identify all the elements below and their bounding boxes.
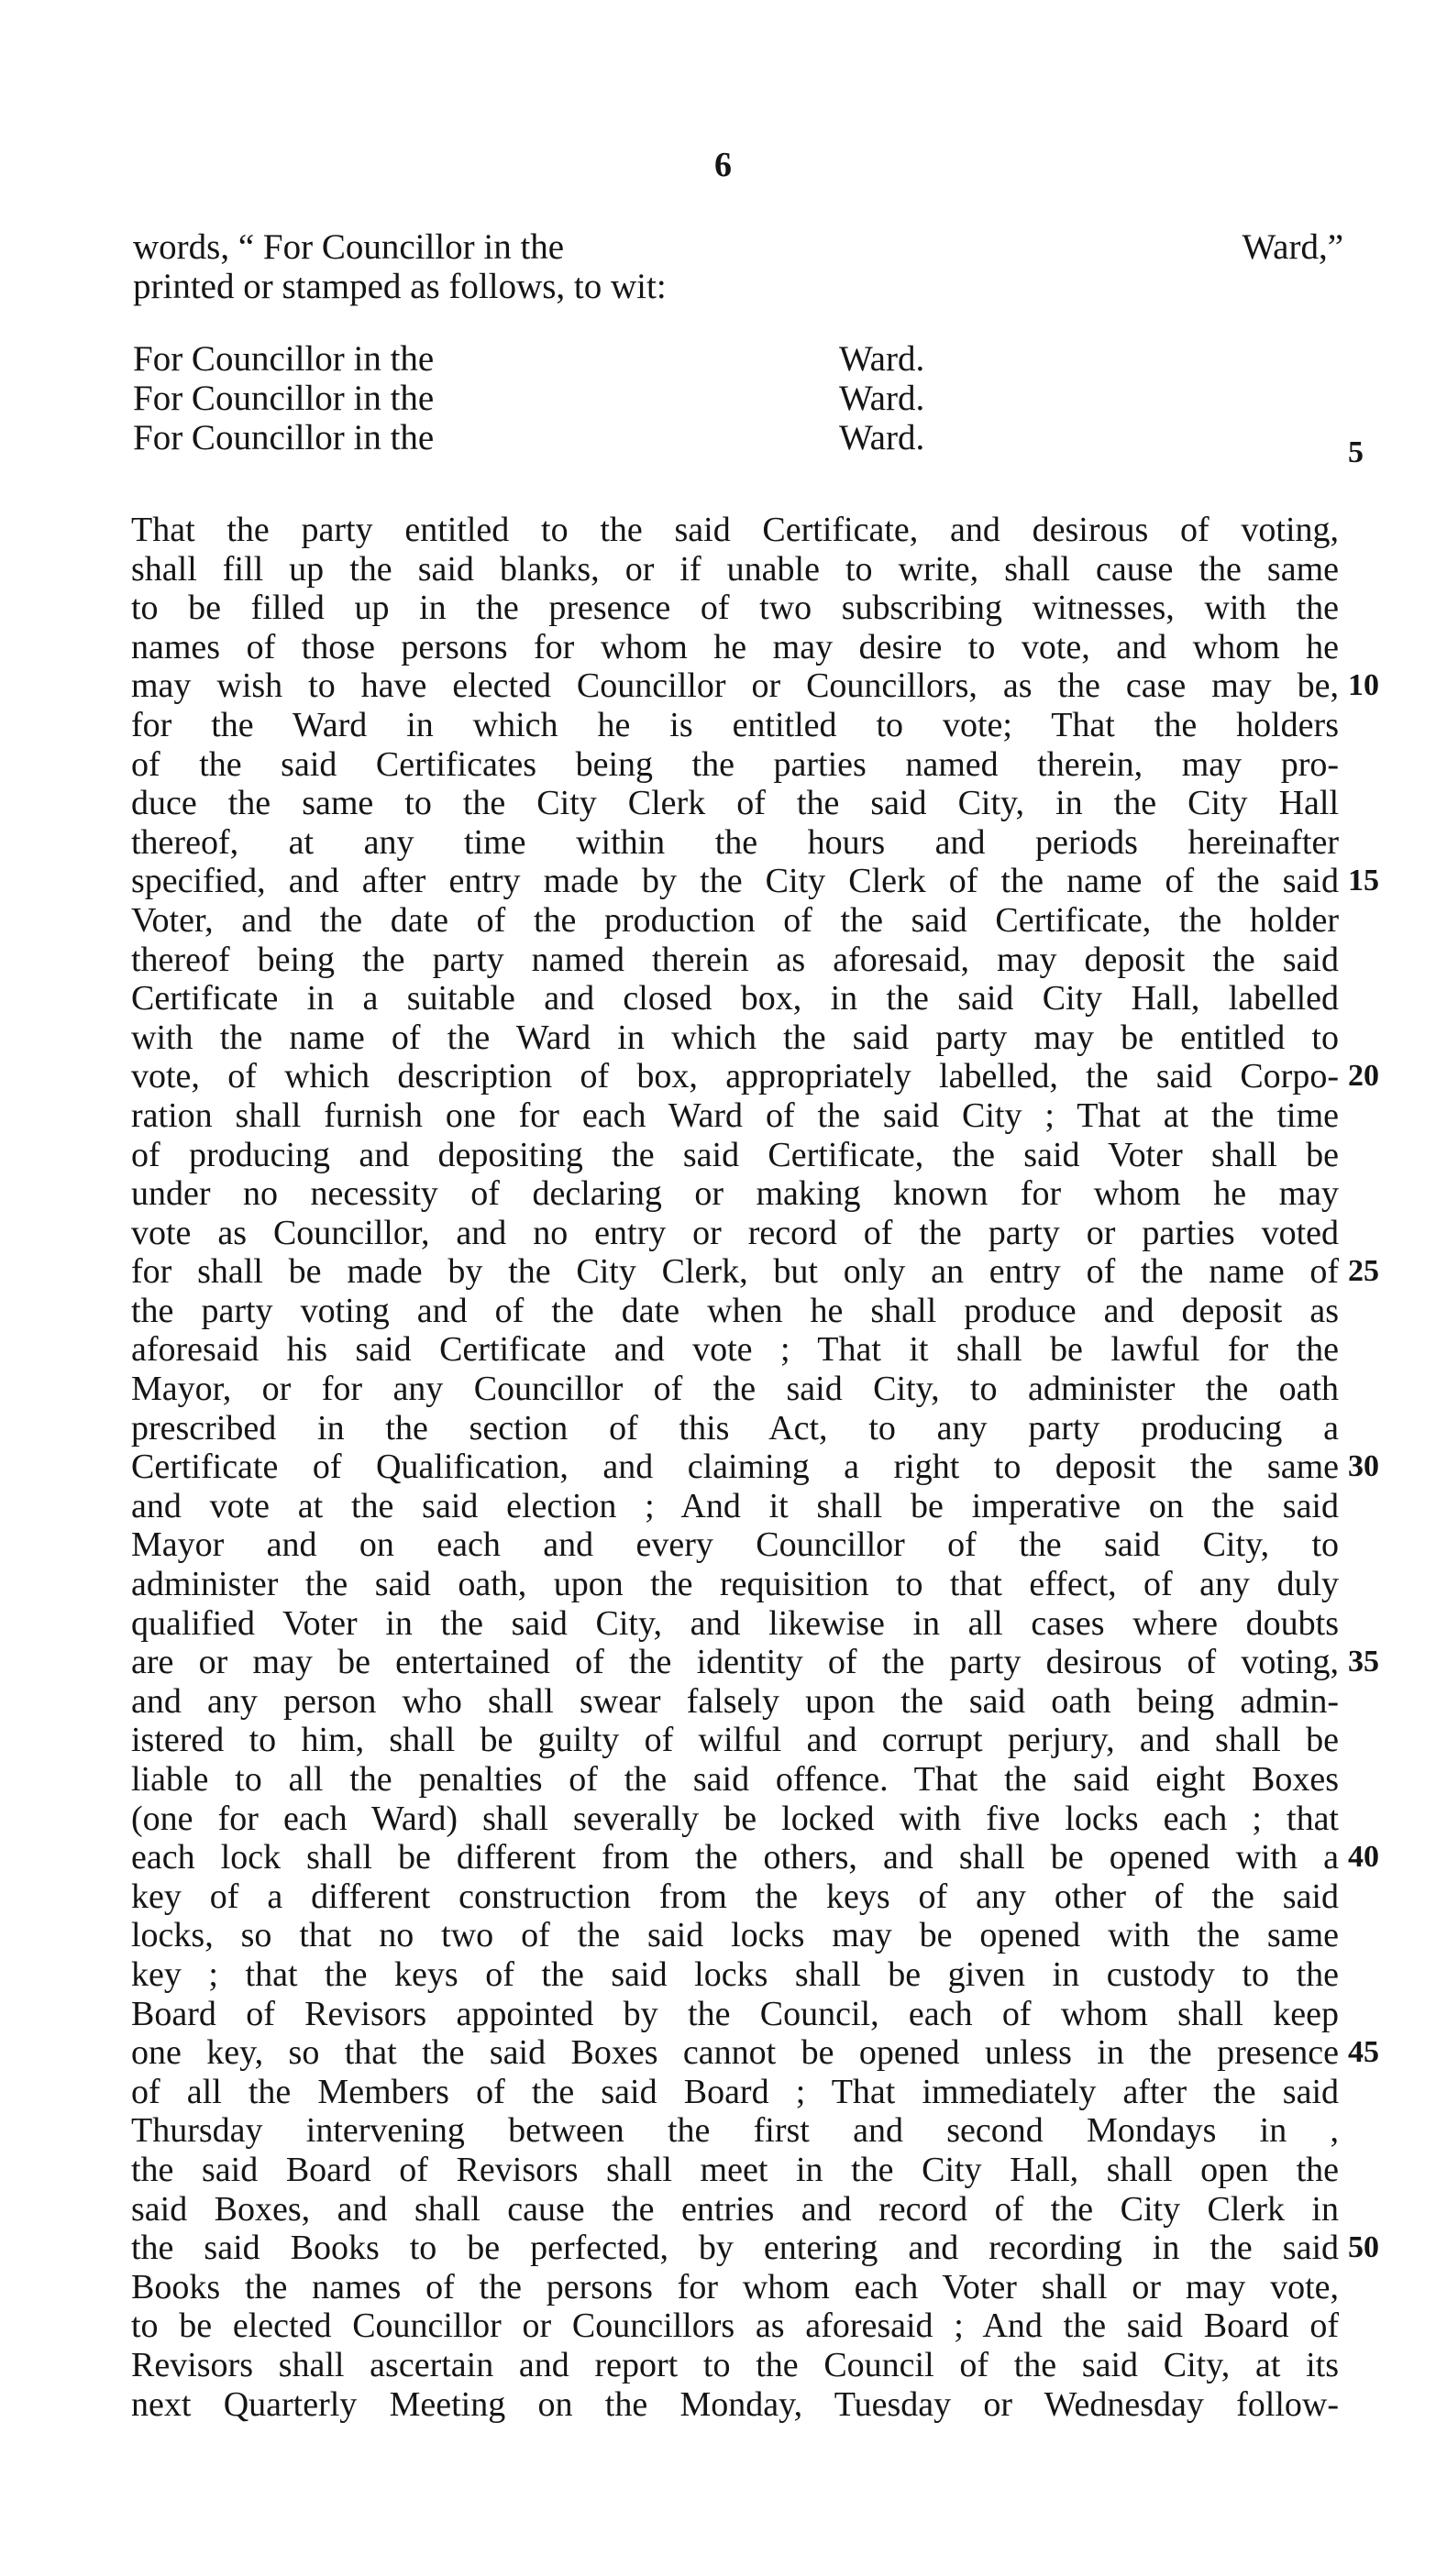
text-line: (one for each Ward) shall severally be locked with five locks each ; that (131, 1799, 1339, 1838)
text-line: may wish to have elected Councillor or Councillors, as the case may be, (131, 666, 1339, 706)
intro-text (133, 227, 1343, 306)
text-line: ration shall furnish one for each Ward of the said City ; That at the time (131, 1095, 1339, 1135)
text-line: Certificate of Qualification, and claiming a right to deposit the same (131, 1448, 1339, 1487)
body-text (131, 511, 1339, 2424)
intro-line-right: Ward,” (1242, 227, 1343, 267)
text-line: names of those persons for whom he may desire to vote, and whom he (131, 627, 1339, 666)
text-line: liable to all the penalties of the said offence. That the said eight Boxes (131, 1760, 1339, 1799)
text-line: Mayor and on each and every Councillor of the said City, to (131, 1525, 1339, 1565)
form-line (133, 418, 958, 457)
text-line: are or may be entertained of the identity of the party desirous of voting, (131, 1643, 1339, 1682)
text-line: key ; that the keys of the said locks shall be given in custody to the (131, 1954, 1339, 1994)
intro-line (133, 227, 1343, 267)
text-line: locks, so that no two of the said locks may be opened with the same (131, 1916, 1339, 1955)
intro-line (133, 267, 1325, 306)
text-line: the said Books to be perfected, by entering and recording in the said (131, 2229, 1339, 2268)
text-line: to be elected Councillor or Councillors as aforesaid ; And the said Board of (131, 2306, 1339, 2346)
margin-line-number: 5 (1348, 435, 1364, 469)
form-line-label: For Councillor in the (133, 418, 435, 457)
margin-line-number: 25 (1348, 1254, 1379, 1289)
text-line: for shall be made by the City Clerk, but only an entry of the name of (131, 1252, 1339, 1292)
form-line (133, 339, 958, 379)
text-line: Board of Revisors appointed by the Council, each of whom shall keep (131, 1994, 1339, 2033)
margin-line-number: 50 (1348, 2230, 1379, 2265)
text-line: thereof being the party named therein as aforesaid, may deposit the said (131, 940, 1339, 979)
text-line: the said Board of Revisors shall meet in the City Hall, shall open the (131, 2150, 1339, 2189)
text-line: Revisors shall ascertain and report to the Council of the said City, at its (131, 2345, 1339, 2384)
text-line: Books the names of the persons for whom each Voter shall or may vote, (131, 2267, 1339, 2306)
form-lines (133, 339, 958, 457)
text-line: administer the said oath, upon the requisition to that effect, of any duly (131, 1565, 1339, 1604)
text-line: next Quarterly Meeting on the Monday, Tuesday or Wednesday follow- (131, 2384, 1339, 2424)
form-line-ward: Ward. (839, 418, 925, 457)
text-line: Thursday intervening between the first and second Mondays in , (131, 2111, 1339, 2151)
text-line: prescribed in the section of this Act, to any party producing a (131, 1408, 1339, 1448)
text-line: of the said Certificates being the parties named therein, may pro- (131, 744, 1339, 784)
form-line (133, 379, 958, 418)
text-line: vote, of which description of box, appropriately labelled, the said Corpo- (131, 1057, 1339, 1096)
text-line: of all the Members of the said Board ; That immediately after the said (131, 2072, 1339, 2111)
margin-line-number: 15 (1348, 864, 1379, 898)
text-line: for the Ward in which he is entitled to vote; That the holders (131, 705, 1339, 744)
text-line: key of a different construction from the keys of any other of the said (131, 1877, 1339, 1916)
text-line: Voter, and the date of the production of the said Certificate, the holder (131, 900, 1339, 940)
page-number: 6 (714, 146, 733, 184)
text-line: specified, and after entry made by the City Clerk of the name of the said (131, 862, 1339, 901)
text-line: vote as Councillor, and no entry or record of the party or parties voted (131, 1213, 1339, 1252)
text-line: and vote at the said election ; And it shall be imperative on the said (131, 1486, 1339, 1525)
margin-line-number: 20 (1348, 1059, 1379, 1094)
text-line: shall fill up the said blanks, or if unable to write, shall cause the same (131, 549, 1339, 589)
text-line: each lock shall be different from the others, and shall be opened with a (131, 1838, 1339, 1877)
form-line-ward: Ward. (839, 339, 925, 379)
margin-line-number: 40 (1348, 1840, 1379, 1875)
intro-line-text: printed or stamped as follows, to wit: (133, 267, 667, 306)
form-line-ward: Ward. (839, 379, 925, 418)
form-line-label: For Councillor in the (133, 379, 435, 418)
text-line: aforesaid his said Certificate and vote ; That it shall be lawful for the (131, 1330, 1339, 1370)
text-line: istered to him, shall be guilty of wilful and corrupt perjury, and shall be (131, 1721, 1339, 1760)
text-line: one key, so that the said Boxes cannot be opened unless in the presence (131, 2033, 1339, 2073)
form-line-label: For Councillor in the (133, 339, 435, 379)
margin-line-number: 10 (1348, 668, 1379, 703)
text-line: of producing and depositing the said Certificate, the said Voter shall be (131, 1135, 1339, 1174)
text-line: qualified Voter in the said City, and likewise in all cases where doubts (131, 1603, 1339, 1643)
text-line: thereof, at any time within the hours and periods hereinafter (131, 822, 1339, 862)
intro-line-left: words, “ For Councillor in the (133, 227, 565, 267)
margin-line-number: 30 (1348, 1449, 1379, 1484)
text-line: Mayor, or for any Councillor of the said City, to administer the oath (131, 1370, 1339, 1409)
text-line: Certificate in a suitable and closed box, in the said City Hall, labelled (131, 979, 1339, 1018)
text-line: the party voting and of the date when he shall produce and deposit as (131, 1291, 1339, 1330)
margin-line-number: 45 (1348, 2035, 1379, 2070)
text-line: with the name of the Ward in which the said party may be entitled to (131, 1018, 1339, 1057)
margin-line-number: 35 (1348, 1645, 1379, 1679)
text-line: and any person who shall swear falsely upon the said oath being admin- (131, 1681, 1339, 1721)
text-line: to be filled up in the presence of two subscribing witnesses, with the (131, 589, 1339, 628)
text-line: That the party entitled to the said Certificate, and desirous of voting, (131, 511, 1339, 549)
text-line: duce the same to the City Clerk of the said City, in the City Hall (131, 784, 1339, 823)
text-line: said Boxes, and shall cause the entries and record of the City Clerk in (131, 2189, 1339, 2229)
text-line: under no necessity of declaring or making known for whom he may (131, 1174, 1339, 1214)
